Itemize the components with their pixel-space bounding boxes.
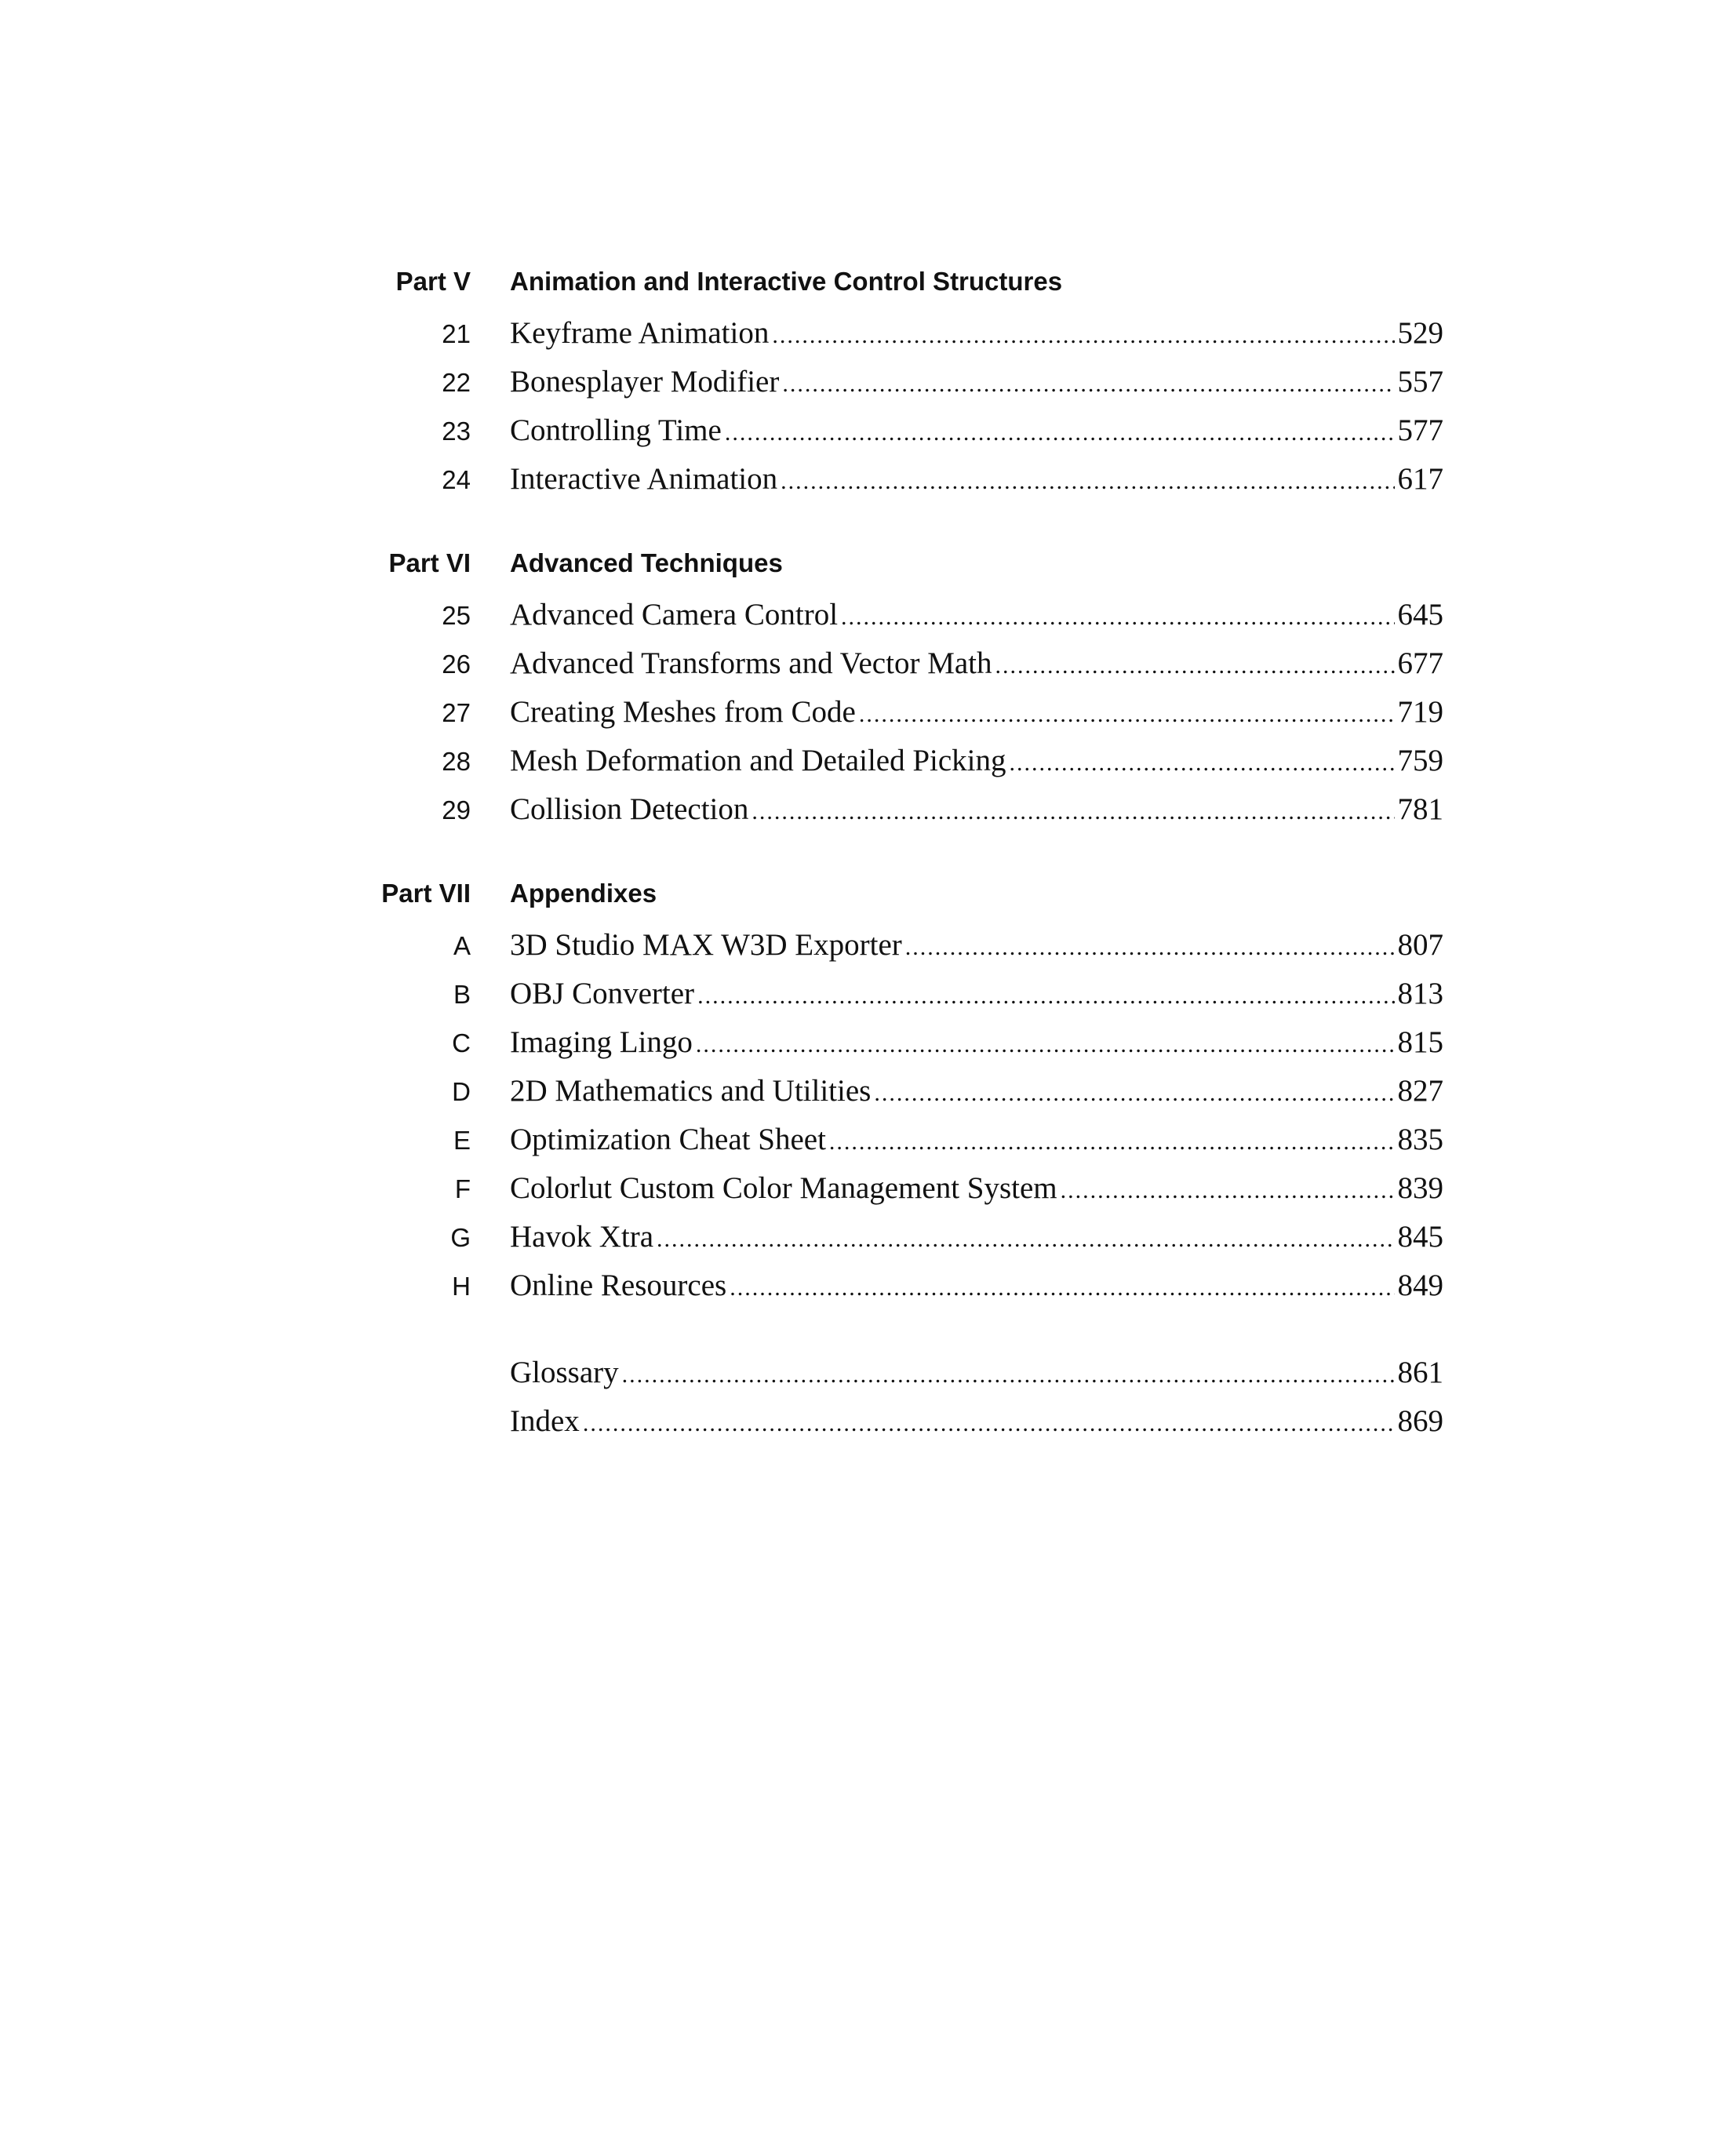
appendix-letter: G [450, 1223, 471, 1252]
toc-entry[interactable] [0, 1025, 1736, 1073]
toc-entry[interactable] [0, 976, 1736, 1025]
chapter-number: 21 [442, 319, 471, 348]
toc-entry[interactable] [0, 1073, 1736, 1122]
appendix-letter: F [454, 1174, 471, 1203]
appendix-title: Havok Xtra [510, 1220, 654, 1254]
part-title: Animation and Interactive Control Structures [510, 267, 1063, 296]
toc-entry[interactable] [0, 1122, 1736, 1170]
part-label: Part VII [381, 879, 471, 908]
part-heading [0, 879, 1736, 927]
toc-entry[interactable] [0, 792, 1736, 840]
page-number: 719 [1397, 695, 1443, 729]
dot-leader [874, 1080, 1394, 1107]
chapter-title: Keyframe Animation [510, 316, 770, 350]
page-number: 781 [1397, 792, 1443, 826]
page-number: 835 [1397, 1123, 1443, 1156]
dot-leader [752, 799, 1394, 825]
chapter-number: 29 [442, 795, 471, 824]
part-v-section [0, 267, 1736, 510]
toc-entry[interactable] [0, 927, 1736, 976]
appendix-title: Online Resources [510, 1269, 727, 1302]
appendix-title: Optimization Cheat Sheet [510, 1123, 826, 1156]
chapter-number: 22 [442, 368, 471, 397]
part-vii-section [0, 879, 1736, 1316]
page-number: 557 [1397, 365, 1443, 399]
page-number: 759 [1397, 744, 1443, 777]
chapter-title: Mesh Deformation and Detailed Picking [510, 744, 1006, 777]
dot-leader [829, 1129, 1395, 1156]
dot-leader [772, 322, 1394, 349]
chapter-number: 23 [442, 417, 471, 446]
dot-leader [1061, 1178, 1395, 1204]
chapter-title: Collision Detection [510, 792, 749, 826]
dot-leader [725, 420, 1395, 446]
dot-leader [905, 934, 1395, 961]
page-number: 827 [1397, 1074, 1443, 1108]
appendix-letter: B [453, 980, 471, 1009]
part-label: Part V [395, 267, 471, 296]
dot-leader [697, 983, 1394, 1010]
toc-entry[interactable] [0, 1268, 1736, 1316]
dot-leader [1010, 750, 1395, 777]
page-number: 577 [1397, 413, 1443, 447]
appendix-title: Colorlut Custom Color Management System [510, 1171, 1057, 1205]
page-number: 807 [1397, 928, 1443, 962]
toc-entry[interactable] [0, 1403, 1736, 1452]
page-number: 845 [1397, 1220, 1443, 1254]
toc-entry[interactable] [0, 597, 1736, 646]
chapter-title: Bonesplayer Modifier [510, 365, 780, 399]
chapter-number: 25 [442, 601, 471, 630]
appendix-letter: A [453, 931, 471, 960]
part-heading [0, 267, 1736, 315]
dot-leader [696, 1032, 1395, 1058]
chapter-title: Creating Meshes from Code [510, 695, 856, 729]
glossary-title: Glossary [510, 1356, 619, 1389]
page-number: 815 [1397, 1025, 1443, 1059]
toc-entry[interactable] [0, 743, 1736, 792]
part-title: Advanced Techniques [510, 548, 783, 577]
appendix-letter: E [453, 1126, 471, 1155]
appendix-letter: C [452, 1028, 471, 1057]
toc-entry[interactable] [0, 1355, 1736, 1403]
chapter-title: Advanced Transforms and Vector Math [510, 646, 992, 680]
index-title: Index [510, 1404, 580, 1438]
dot-leader [859, 701, 1395, 728]
part-title: Appendixes [510, 879, 657, 908]
page-number: 839 [1397, 1171, 1443, 1205]
part-vi-section [0, 548, 1736, 840]
toc-entry[interactable] [0, 413, 1736, 461]
chapter-title: Advanced Camera Control [510, 598, 839, 632]
page-number: 617 [1397, 462, 1443, 496]
page-number: 861 [1397, 1356, 1443, 1389]
toc-entry[interactable] [0, 694, 1736, 743]
page-number: 849 [1397, 1269, 1443, 1302]
appendix-letter: D [452, 1077, 471, 1106]
back-matter-section [0, 1355, 1736, 1452]
chapter-number: 26 [442, 650, 471, 679]
toc-entry[interactable] [0, 1219, 1736, 1268]
page-number: 529 [1397, 316, 1443, 350]
dot-leader [730, 1275, 1394, 1301]
dot-leader [781, 468, 1394, 495]
toc-entry[interactable] [0, 1170, 1736, 1219]
toc-entry[interactable] [0, 646, 1736, 694]
appendix-title: 2D Mathematics and Utilities [510, 1074, 872, 1108]
dot-leader [841, 604, 1394, 631]
part-heading [0, 548, 1736, 597]
toc-entry[interactable] [0, 461, 1736, 510]
dot-leader [622, 1362, 1395, 1389]
toc-entry[interactable] [0, 364, 1736, 413]
dot-leader [583, 1411, 1395, 1437]
page-number: 645 [1397, 598, 1443, 632]
appendix-title: Imaging Lingo [510, 1025, 693, 1059]
chapter-title: Interactive Animation [510, 462, 778, 496]
chapter-title: Controlling Time [510, 413, 722, 447]
chapter-number: 28 [442, 747, 471, 776]
appendix-letter: H [452, 1272, 471, 1301]
page-number: 813 [1397, 977, 1443, 1010]
dot-leader [657, 1226, 1394, 1253]
page-number: 677 [1397, 646, 1443, 680]
toc-entry[interactable] [0, 315, 1736, 364]
dot-leader [782, 371, 1394, 398]
dot-leader [995, 653, 1395, 679]
part-label: Part VI [388, 548, 471, 577]
chapter-number: 27 [442, 698, 471, 727]
chapter-number: 24 [442, 465, 471, 494]
table-of-contents [0, 267, 1736, 1452]
appendix-title: OBJ Converter [510, 977, 695, 1010]
appendix-title: 3D Studio MAX W3D Exporter [510, 928, 902, 962]
page-number: 869 [1397, 1404, 1443, 1438]
